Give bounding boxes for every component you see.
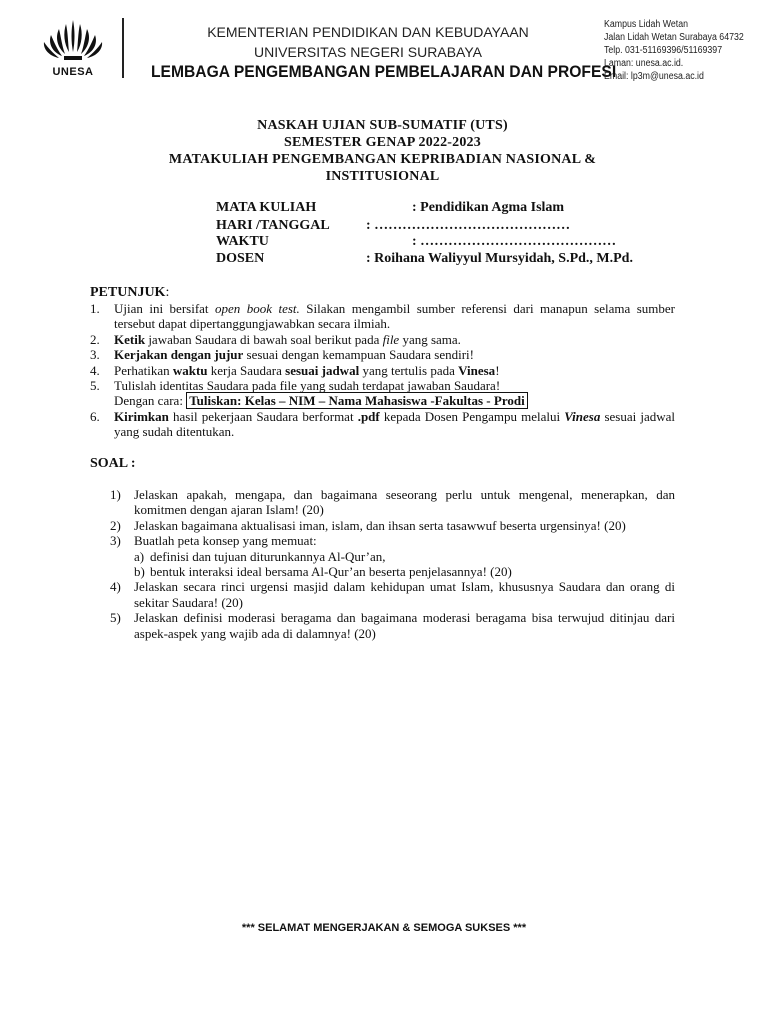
question-text: Jelaskan bagaimana aktualisasi iman, islam, dan ihsan serta tasawwuf beserta urgensinya! (20) [134, 517, 626, 533]
unesa-logo [38, 16, 108, 80]
question-subitem [110, 549, 675, 564]
hari-tanggal-label: HARI /TANGGAL [216, 218, 330, 233]
hari-tanggal-value: : …………………………………… [366, 218, 571, 233]
instruction-emphasis: Kirimkan [114, 408, 169, 424]
instruction-emphasis: file [382, 331, 400, 347]
question-number: 4) [110, 579, 121, 595]
instruction-emphasis: Vinesa [564, 408, 601, 424]
question-item [110, 487, 675, 518]
instruction-item [90, 409, 675, 440]
question-text: Jelaskan apakah, mengapa, dan bagaimana seseorang perlu untuk mengenal, menerapkan, dan komitmen dengan ajaran Islam! (20) [134, 487, 675, 518]
question-text: Jelaskan secara rinci urgensi masjid dalam kehidupan umat Islam, khususnya Saudara dan orang di sekitar Saudara! (20) [134, 579, 675, 610]
item-number: 6. [90, 408, 100, 424]
instruction-emphasis: Vinesa [458, 362, 496, 378]
mata-kuliah-value: : Pendidikan Agma Islam [412, 200, 565, 215]
contact-website: Laman: unesa.ac.id. [604, 58, 684, 69]
item-number: 5. [90, 378, 100, 394]
instruction-text: yang sama. [399, 331, 461, 347]
closing-message: *** SELAMAT MENGERJAKAN & SEMOGA SUKSES *** [241, 922, 527, 934]
waktu-value: : …………………………………… [412, 234, 617, 249]
subitem-letter: b) [134, 564, 145, 580]
subitem-text: definisi dan tujuan diturunkannya Al-Qur’an, [150, 548, 386, 564]
dosen-label: DOSEN [216, 251, 265, 266]
instruction-text: ! [495, 362, 500, 378]
question-text: Jelaskan definisi moderasi beragama dan bagaimana moderasi beragama bisa terwujud ditinjau dari aspek-aspek yang wajib ada di dalamnya! (20) [134, 610, 675, 641]
instruction-text: Silakan mengambil sumber referensi dari manapun selama sumber tersebut dapat dipertanggungjawabkan secara ilmiah. [114, 301, 676, 332]
institute-name: LEMBAGA PENGEMBANGAN PEMBELAJARAN DAN PROFESI [151, 62, 617, 81]
waktu-label: WAKTU [216, 234, 269, 249]
header-divider [122, 18, 124, 78]
question-item [110, 579, 675, 610]
instruction-item [90, 301, 675, 332]
question-list [110, 487, 675, 641]
instruction-emphasis: open book test. [215, 301, 300, 316]
mata-kuliah-label: MATA KULIAH [216, 200, 317, 215]
instruction-text: hasil pekerjaan Saudara berformat [168, 408, 358, 424]
instruction-item [90, 363, 675, 378]
title-line-4: INSTITUSIONAL [325, 169, 440, 184]
question-text: Buatlah peta konsep yang memuat: [134, 533, 317, 549]
exam-title [90, 117, 675, 185]
contact-email: Email: lp3m@unesa.ac.id [604, 71, 704, 82]
ministry-name: KEMENTERIAN PENDIDIKAN DAN KEBUDAYAAN [207, 24, 529, 40]
instruction-emphasis: Kerjakan dengan jujur [114, 347, 244, 363]
instruction-item [90, 347, 675, 362]
subitem-text: bentuk interaksi ideal bersama Al-Qur’an beserta penjelasannya! (20) [150, 564, 512, 580]
instruction-text: Perhatikan [114, 362, 173, 378]
instruction-emphasis: sesuai jadwal [285, 362, 360, 378]
contact-address: Jalan Lidah Wetan Surabaya 64732 [604, 32, 744, 43]
soal-heading: SOAL : [90, 456, 136, 471]
instruction-emphasis: .pdf [357, 408, 380, 424]
instruction-list [90, 301, 675, 440]
title-line-3: MATAKULIAH PENGEMBANGAN KEPRIBADIAN NASIONAL & [168, 152, 597, 167]
subitem-letter: a) [134, 548, 145, 564]
question-item [110, 610, 675, 641]
petunjuk-colon: : [165, 285, 170, 300]
item-number: 2. [90, 331, 100, 347]
item-number: 1. [90, 301, 100, 316]
identity-format-box: Tuliskan: Kelas – NIM – Nama Mahasiswa -Fakultas - Prodi [186, 392, 528, 409]
question-number: 2) [110, 517, 121, 533]
university-name: UNIVERSITAS NEGERI SURABAYA [254, 44, 482, 60]
instruction-text: yang tertulis pada [359, 362, 459, 378]
petunjuk-title: PETUNJUK [90, 285, 166, 300]
instruction-text: Ujian ini bersifat [114, 301, 215, 316]
instruction-text: Tulislah identitas Saudara pada file yang sudah terdapat jawaban Saudara! [114, 378, 501, 394]
instruction-text: sesuai jadwal yang sudah ditentukan. [114, 408, 675, 440]
instruction-item [90, 332, 675, 347]
item-number: 4. [90, 362, 100, 378]
instruction-text: Dengan cara: [114, 393, 187, 409]
contact-campus: Kampus Lidah Wetan [604, 19, 688, 30]
question-item [110, 533, 675, 548]
contact-block [604, 18, 763, 83]
instruction-emphasis: waktu [172, 362, 208, 378]
question-subitem [110, 564, 675, 579]
dosen-value: : Roihana Waliyyul Mursyidah, S.Pd., M.Pd. [366, 251, 633, 266]
logo-text: UNESA [52, 66, 94, 78]
instruction-text: jawaban Saudara di bawah soal berikut pada [145, 331, 383, 347]
item-number: 3. [90, 347, 100, 363]
instruction-text: sesuai dengan kemampuan Saudara sendiri! [243, 347, 474, 363]
instruction-text: kepada Dosen Pengampu melalui [379, 408, 565, 424]
question-number: 1) [110, 487, 121, 502]
question-item [110, 518, 675, 533]
instruction-item [90, 378, 675, 409]
title-line-2: SEMESTER GENAP 2022-2023 [284, 135, 481, 150]
petunjuk-heading [90, 285, 169, 301]
contact-phone: Telp. 031-51169396/51169397 [604, 45, 723, 56]
instruction-text: kerja Saudara [207, 362, 286, 378]
question-number: 5) [110, 610, 121, 626]
instruction-emphasis: Ketik [114, 331, 146, 347]
title-line-1: NASKAH UJIAN SUB-SUMATIF (UTS) [257, 118, 508, 133]
question-number: 3) [110, 533, 121, 549]
